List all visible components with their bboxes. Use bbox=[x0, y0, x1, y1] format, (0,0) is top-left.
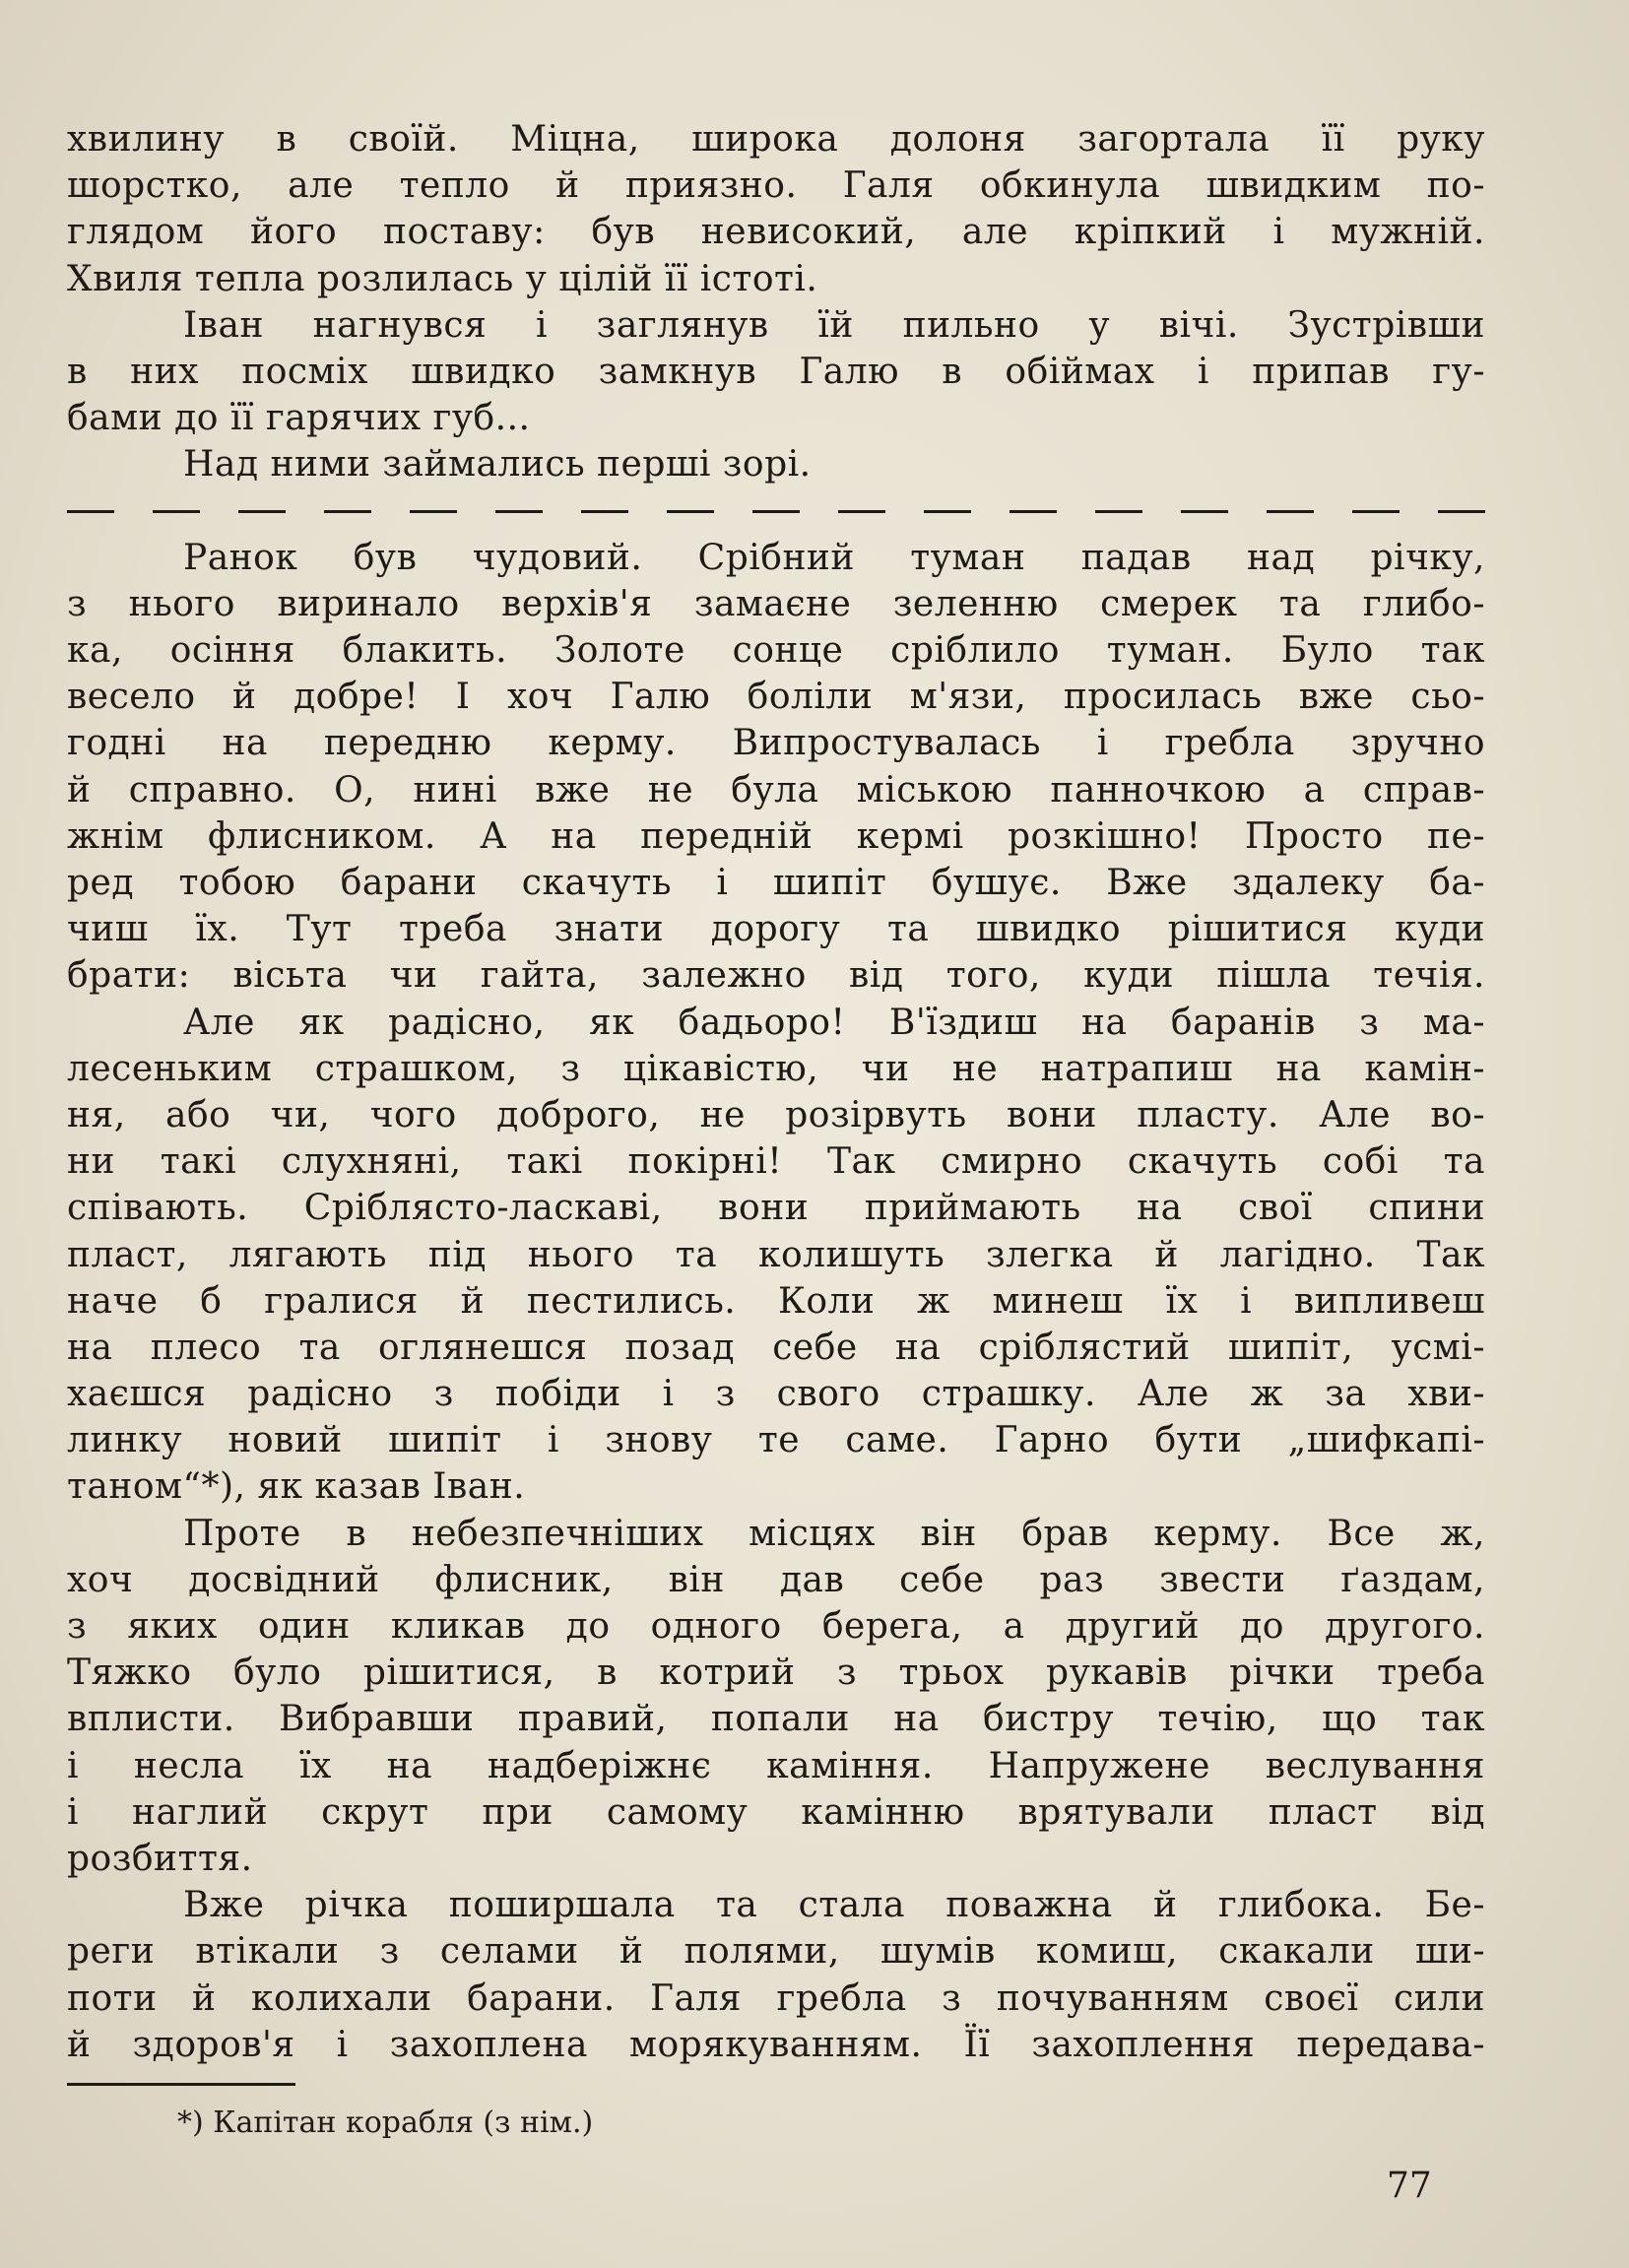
text-line: годні на передню керму. Випростувалась і гребла зручно bbox=[67, 723, 1485, 764]
text-line: реги втікали з селами й полями, шумів комиш, скакали ши- bbox=[67, 1931, 1485, 1973]
text-line: Але як радісно, як бадьоро! В'їздиш на баранів з ма- bbox=[183, 1002, 1485, 1043]
text-line: й здоров'я і захоплена морякуванням. Її захоплення передава- bbox=[67, 2024, 1485, 2065]
text-line: поти й колихали барани. Галя гребла з почуванням своєї сили bbox=[67, 1977, 1485, 2019]
text-line: весело й добре! І хоч Галю боліли м'язи, просилась вже сьо- bbox=[67, 677, 1485, 718]
text-line: Хвиля тепла розлилась у цілій її істоті. bbox=[67, 258, 818, 299]
text-line: співають. Сріблясто-ласкаві, вони приймають на свої спини bbox=[67, 1188, 1485, 1229]
text-line: в них посміх швидко замкнув Галю в обіймах і припав гу- bbox=[67, 351, 1485, 392]
text-line: чиш їх. Тут треба знати дорогу та швидко рішитися куди bbox=[67, 909, 1485, 950]
body-text bbox=[67, 116, 1485, 2068]
text-line: з нього виринало верхів'я замаєне зеленню смерек та глибо- bbox=[67, 583, 1485, 624]
text-line: бами до її гарячих губ... bbox=[67, 398, 531, 439]
text-line: ред тобою барани скачуть і шипіт бушує. Вже здалеку ба- bbox=[67, 863, 1485, 903]
text-line: на плесо та оглянешся позад себе на сріблястий шипіт, усмі- bbox=[67, 1327, 1485, 1368]
text-line: з яких один кликав до одного берега, а другий до другого. bbox=[67, 1606, 1485, 1647]
text-line: таном“*), як казав Іван. bbox=[67, 1466, 526, 1508]
text-line: Ранок був чудовий. Срібний туман падав над річку, bbox=[183, 537, 1485, 578]
text-line: ня, або чи, чого доброго, не розірвуть вони пласту. Але во- bbox=[67, 1094, 1485, 1135]
text-line: жнім флисником. А на передній кермі розкішно! Просто пе- bbox=[67, 815, 1485, 857]
text-line: Вже річка поширшала та стала поважна й глибока. Бе- bbox=[183, 1885, 1485, 1926]
page-number: 77 bbox=[1387, 2166, 1432, 2206]
section-divider bbox=[67, 488, 1485, 535]
text-line: брати: вісьта чи гайта, залежно від того, куди пішла течія. bbox=[67, 955, 1485, 997]
text-line: і наглий скрут при самому камінню врятували пласт від bbox=[67, 1791, 1485, 1833]
text-line: вплисти. Вибравши правий, попали на бистру течію, що так bbox=[67, 1699, 1485, 1740]
text-line: Проте в небезпечніших місцях він брав керму. Все ж, bbox=[183, 1513, 1485, 1554]
text-line: пласт, лягають під нього та колишуть злегка й лагідно. Так bbox=[67, 1234, 1485, 1275]
text-line: хвилину в своїй. Міцна, широка долоня загортала її руку bbox=[67, 119, 1485, 160]
text-line: Над ними займались перші зорі. bbox=[183, 444, 812, 486]
text-line: й справно. О, нині вже не була міською панночкою а справ- bbox=[67, 769, 1485, 810]
text-line: шорстко, але тепло й приязно. Галя обкинула швидким по- bbox=[67, 165, 1485, 207]
text-line: Іван нагнувся і заглянув їй пильно у вічі. Зустрівши bbox=[183, 304, 1485, 346]
text-line: Тяжко було рішитися, в котрий з трьох рукавів річки треба bbox=[67, 1652, 1485, 1694]
footnote-rule bbox=[67, 2083, 295, 2086]
text-line: і несла їх на надберіжнє каміння. Напружене веслування bbox=[67, 1745, 1485, 1786]
text-line: линку новий шипіт і знову те саме. Гарно бути „шифкапі- bbox=[67, 1420, 1485, 1461]
text-line: ка, осіння блакить. Золоте сонце сріблило туман. Було так bbox=[67, 630, 1485, 672]
text-line: хаєшся радісно з побіди і з свого страшку. Але ж за хви- bbox=[67, 1374, 1485, 1415]
text-line: глядом його поставу: був невисокий, але кріпкий і мужній. bbox=[67, 212, 1485, 253]
text-line: хоч досвідний флисник, він дав себе раз звести ґаздам, bbox=[67, 1559, 1485, 1600]
text-line: розбиття. bbox=[67, 1838, 253, 1879]
text-line: ни такі слухняні, такі покірні! Так смирно скачуть собі та bbox=[67, 1141, 1485, 1183]
text-line: лесеньким страшком, з цікавістю, чи не натрапиш на камін- bbox=[67, 1048, 1485, 1089]
text-line: наче б гралися й пестились. Коли ж минеш їх і випливеш bbox=[67, 1280, 1485, 1322]
footnote: *) Капітан корабля (з нім.) bbox=[177, 2106, 594, 2140]
